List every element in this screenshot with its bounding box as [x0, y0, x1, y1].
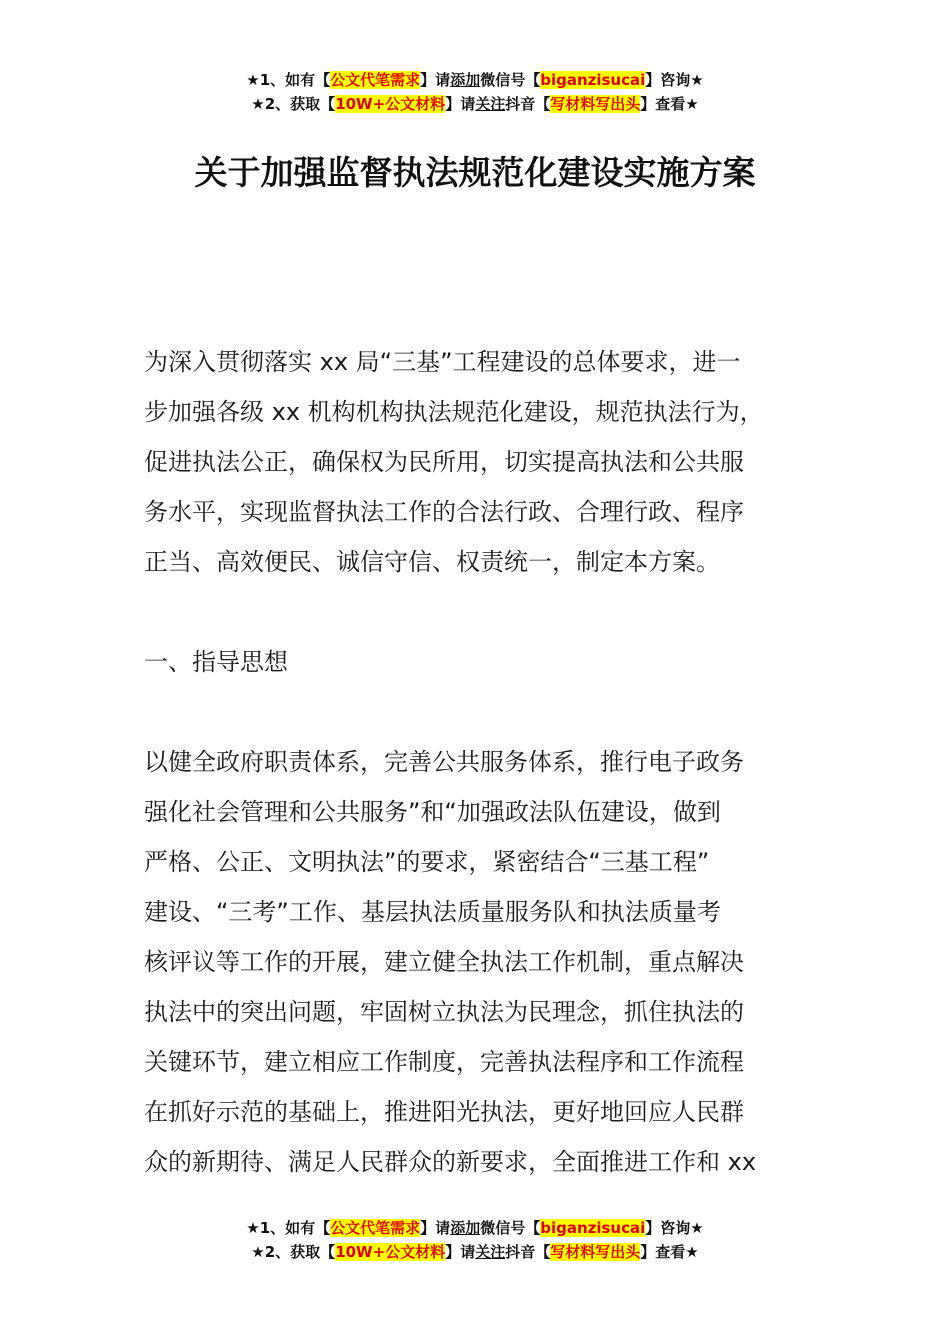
guiding-ideology-paragraph	[144, 737, 808, 1187]
banner-underline: 添加	[450, 1219, 481, 1237]
banner-text: ★2、获取【	[251, 1243, 336, 1261]
paragraph-line: 严格、公正、文明执法”的要求，紧密结合“三基工程”	[144, 848, 710, 876]
paragraph-line: 关键环节，建立相应工作制度，完善执法程序和工作流程	[144, 1048, 744, 1076]
banner-douyin-name: 写材料写出头	[550, 1243, 641, 1261]
banner-text: 抖音【	[505, 95, 551, 113]
banner-underline: 关注	[475, 95, 506, 113]
paragraph-line: 以健全政府职责体系，完善公共服务体系，推行电子政务	[144, 748, 744, 776]
banner-text: ★1、如有【	[246, 71, 331, 89]
banner-line-2	[0, 92, 950, 116]
banner-text: 】请	[420, 71, 451, 89]
banner-douyin-name: 写材料写出头	[550, 95, 641, 113]
banner-text: 】查看★	[640, 1243, 699, 1261]
banner-text: 】请	[445, 1243, 476, 1261]
banner-underline: 关注	[475, 1243, 506, 1261]
banner-wechat-id: biganzisucai	[540, 1219, 646, 1237]
paragraph-line: 强化社会管理和公共服务”和“加强政法队伍建设，做到	[144, 798, 721, 826]
paragraph-line: 执法中的突出问题，牢固树立执法为民理念，抓住执法的	[144, 998, 744, 1026]
banner-text: 微信号【	[480, 1219, 541, 1237]
section-heading: 一、指导思想	[144, 648, 288, 676]
banner-line-1	[0, 1216, 950, 1240]
paragraph-line: 核评议等工作的开展，建立健全执法工作机制，重点解决	[144, 948, 744, 976]
paragraph-line: 正当、高效便民、诚信守信、权责统一，制定本方案。	[144, 548, 720, 576]
intro-paragraph	[144, 337, 808, 587]
paragraph-line: 在抓好示范的基础上，推进阳光执法，更好地回应人民群	[144, 1098, 744, 1126]
banner-text: 】咨询★	[645, 71, 704, 89]
banner-text: 】请	[445, 95, 476, 113]
banner-text: ★2、获取【	[251, 95, 336, 113]
paragraph-line: 促进执法公正，确保权为民所用，切实提高执法和公共服	[144, 448, 744, 476]
paragraph-line: 务水平，实现监督执法工作的合法行政、合理行政、程序	[144, 498, 744, 526]
banner-highlight: 10W+公文材料	[335, 95, 446, 113]
banner-text: 抖音【	[505, 1243, 551, 1261]
banner-text: 】请	[420, 1219, 451, 1237]
document-title: 关于加强监督执法规范化建设实施方案	[194, 153, 756, 192]
paragraph-line: 步加强各级 xx 机构机构执法规范化建设，规范执法行为，	[144, 398, 764, 426]
footer-banner	[0, 1216, 950, 1264]
banner-text: ★1、如有【	[246, 1219, 331, 1237]
header-banner	[0, 68, 950, 116]
banner-text: 】咨询★	[645, 1219, 704, 1237]
paragraph-line: 为深入贯彻落实 xx 局“三基”工程建设的总体要求，进一	[144, 348, 741, 376]
paragraph-line: 建设、“三考”工作、基层执法质量服务队和执法质量考	[144, 898, 721, 926]
paragraph-line: 众的新期待、满足人民群众的新要求，全面推进工作和 xx	[144, 1148, 757, 1176]
banner-underline: 添加	[450, 71, 481, 89]
banner-highlight: 公文代笔需求	[330, 1219, 421, 1237]
banner-text: 】查看★	[640, 95, 699, 113]
banner-highlight: 10W+公文材料	[335, 1243, 446, 1261]
banner-wechat-id: biganzisucai	[540, 71, 646, 89]
banner-line-2	[0, 1240, 950, 1264]
banner-highlight: 公文代笔需求	[330, 71, 421, 89]
banner-line-1	[0, 68, 950, 92]
banner-text: 微信号【	[480, 71, 541, 89]
